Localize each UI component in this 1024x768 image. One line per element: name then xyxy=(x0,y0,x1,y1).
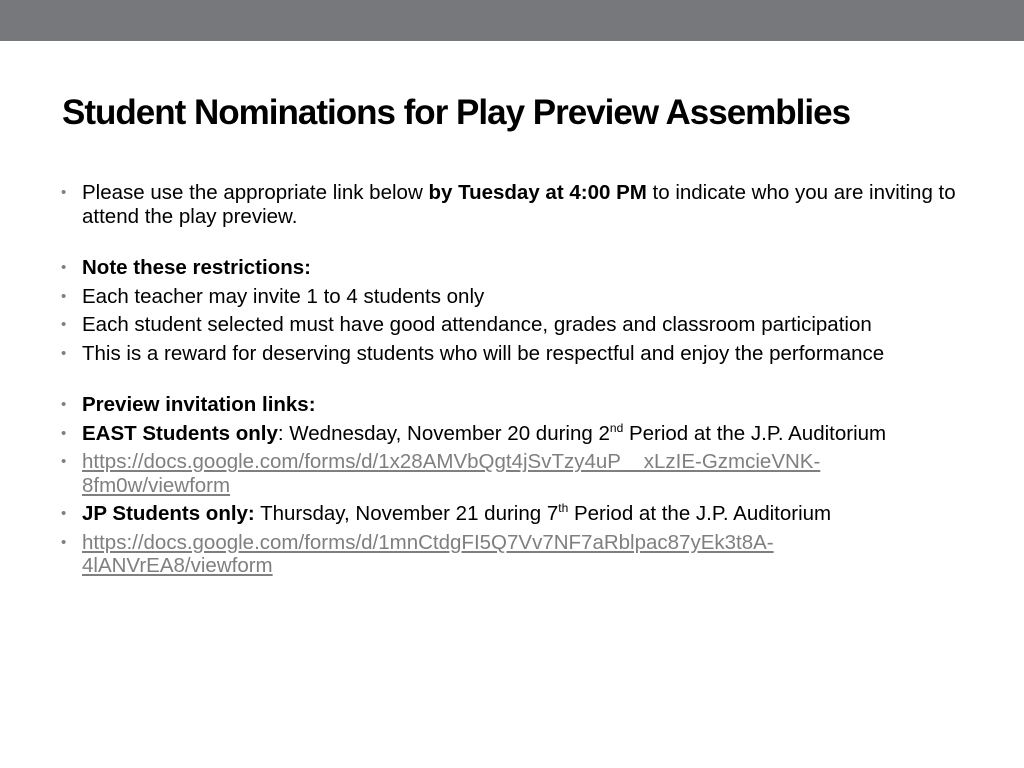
restriction-item xyxy=(60,342,960,366)
slide-title: Student Nominations for Play Preview Assemblies xyxy=(62,93,851,132)
bullet-icon: • xyxy=(61,287,67,305)
restriction-text: Each teacher may invite 1 to 4 students only xyxy=(82,284,485,308)
bullet-icon: • xyxy=(61,184,67,201)
jp-info-item xyxy=(60,502,960,526)
east-text-before: : Wednesday, November 20 during 2 xyxy=(277,421,610,445)
restrictions-heading-item xyxy=(60,256,960,280)
links-heading: Preview invitation links: xyxy=(82,393,316,416)
bullet-icon: • xyxy=(61,316,67,333)
restrictions-heading: Note these restrictions: xyxy=(82,256,311,279)
east-text-after: Period at the J.P. Auditorium xyxy=(623,421,887,445)
bullet-list xyxy=(60,181,960,583)
east-ordinal-suffix: nd xyxy=(609,420,624,435)
jp-text-after: Period at the J.P. Auditorium xyxy=(568,502,832,525)
deadline-text: by Tuesday at 4:00 PM xyxy=(428,181,647,204)
intro-text-before: Please use the appropriate link below xyxy=(82,181,429,204)
restriction-item xyxy=(60,313,960,337)
bullet-icon: • xyxy=(61,396,67,413)
restriction-text: This is a reward for deserving students who will be respectful and enjoy the performance xyxy=(82,341,885,365)
bullet-icon: • xyxy=(61,259,67,276)
bullet-icon: • xyxy=(61,533,67,551)
top-bar xyxy=(0,0,1024,41)
east-link-item xyxy=(60,450,960,497)
jp-form-link[interactable]: https://docs.google.com/forms/d/1mnCtdgFI5Q7Vv7NF7aRblpac87yEk3t8A-4lANVrEA8/viewform xyxy=(82,530,774,577)
bullet-icon: • xyxy=(61,453,67,470)
restriction-item xyxy=(60,285,960,309)
intro-item xyxy=(60,181,960,228)
bullet-icon: • xyxy=(61,344,67,362)
restriction-text: Each student selected must have good attendance, grades and classroom participation xyxy=(82,313,872,336)
links-heading-item xyxy=(60,393,960,417)
east-label: EAST Students only xyxy=(82,421,278,445)
east-form-link[interactable]: https://docs.google.com/forms/d/1x28AMVbQgt4jSvTzy4uP__xLzIE-GzmcieVNK-8fm0w/viewform xyxy=(82,450,821,497)
jp-label: JP Students only: xyxy=(82,502,255,525)
intro-text-after: to indicate who you are inviting to attend the play preview. xyxy=(82,181,956,228)
jp-ordinal-suffix: th xyxy=(558,501,569,515)
jp-link-item xyxy=(60,531,960,578)
jp-text-before: Thursday, November 21 during 7 xyxy=(254,502,559,525)
east-info-item xyxy=(60,422,960,446)
bullet-icon: • xyxy=(61,505,67,522)
bullet-icon: • xyxy=(61,424,67,442)
